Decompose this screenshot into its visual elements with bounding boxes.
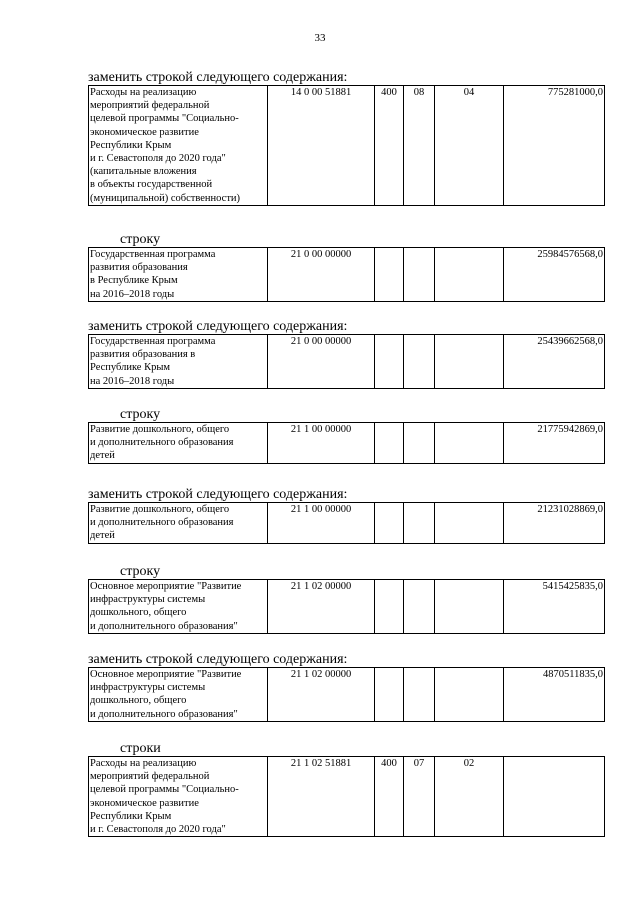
amendment-section: [88, 742, 598, 837]
section-code-cell: [404, 503, 435, 544]
expense-type-cell: [375, 580, 404, 634]
expense-name-line: и г. Севастополя до 2020 года": [90, 153, 226, 165]
amendment-heading: строку: [120, 407, 161, 422]
section-code-cell: [404, 423, 435, 464]
budget-row-table: [88, 334, 605, 389]
expense-name-line: инфраструктуры системы: [90, 594, 206, 606]
amendment-section: [88, 70, 603, 206]
table-row: [89, 248, 605, 302]
expense-name-line: (муниципальной) собственности): [90, 192, 241, 204]
section-code-cell: [404, 335, 435, 389]
table-row: [89, 335, 605, 389]
expense-name-line: и дополнительного образования: [90, 517, 234, 529]
amount-cell: 775281000,0: [504, 86, 605, 206]
expense-name-cell: [89, 248, 268, 302]
expense-name-line: Основное мероприятие "Развитие: [90, 669, 242, 680]
expense-name-line: Развитие дошкольного, общего: [90, 504, 230, 515]
amendment-heading: строку: [120, 564, 161, 579]
subsection-code-cell: [435, 335, 504, 389]
expense-name-line: развития образования: [90, 262, 188, 274]
expense-name-line: развития образования в: [90, 349, 196, 361]
expense-name-cell: [89, 757, 268, 837]
target-article-cell: 21 1 00 00000: [268, 423, 375, 464]
expense-name-line: и дополнительного образования": [90, 620, 238, 632]
expense-name-line: инфраструктуры системы: [90, 682, 206, 694]
expense-name-line: дошкольного, общего: [90, 607, 187, 619]
section-code-cell: 08: [404, 86, 435, 206]
expense-name-line: экономическое развитие: [90, 797, 199, 809]
amendment-heading: заменить строкой следующего содержания:: [88, 487, 348, 502]
budget-row-table: [88, 422, 605, 464]
section-code-cell: [404, 248, 435, 302]
budget-row-table: [88, 502, 605, 544]
expense-name-line: Государственная программа: [90, 336, 216, 347]
amendment-heading: строки: [120, 741, 161, 756]
expense-name-line: в объекты государственной: [90, 179, 213, 191]
expense-name-cell: [89, 668, 268, 722]
subsection-code-cell: [435, 503, 504, 544]
budget-row-table: [88, 667, 605, 722]
expense-name-line: в Республике Крым: [90, 275, 178, 287]
amount-cell: 21775942869,0: [504, 423, 605, 464]
subsection-code-cell: [435, 580, 504, 634]
target-article-cell: 21 1 02 51881: [268, 757, 375, 837]
amount-cell: [504, 757, 605, 837]
expense-name-line: целевой программы "Социально-: [90, 113, 239, 125]
amendment-section: [88, 564, 603, 634]
expense-name-cell: [89, 503, 268, 544]
target-article-cell: 21 1 00 00000: [268, 503, 375, 544]
expense-name-line: целевой программы "Социально-: [90, 784, 239, 796]
expense-name-line: и дополнительного образования: [90, 437, 234, 449]
expense-name-line: Республики Крым: [90, 810, 172, 822]
target-article-cell: 21 1 02 00000: [268, 580, 375, 634]
target-article-cell: 21 1 02 00000: [268, 668, 375, 722]
expense-type-cell: [375, 423, 404, 464]
expense-name-line: на 2016–2018 годы: [90, 375, 175, 387]
expense-name-line: Основное мероприятие "Развитие: [90, 581, 242, 592]
expense-name-line: и г. Севастополя до 2020 года": [90, 824, 226, 836]
target-article-cell: 21 0 00 00000: [268, 248, 375, 302]
expense-name-line: на 2016–2018 годы: [90, 288, 175, 300]
table-row: [89, 668, 605, 722]
page-number: 33: [314, 32, 326, 44]
expense-name-line: (капитальные вложения: [90, 166, 197, 178]
expense-name-line: экономическое развитие: [90, 126, 199, 138]
expense-name-line: Республике Крым: [90, 362, 171, 374]
expense-name-line: дошкольного, общего: [90, 695, 187, 707]
expense-name-line: Республики Крым: [90, 139, 172, 151]
table-row: [89, 580, 605, 634]
table-row: [89, 757, 605, 837]
expense-name-cell: [89, 580, 268, 634]
subsection-code-cell: [435, 668, 504, 722]
expense-name-line: Расходы на реализацию: [90, 87, 197, 98]
expense-name-line: Развитие дошкольного, общего: [90, 424, 230, 435]
section-code-cell: [404, 580, 435, 634]
expense-type-cell: [375, 335, 404, 389]
expense-name-line: Государственная программа: [90, 249, 216, 260]
amendment-section: [88, 487, 603, 544]
section-code-cell: [404, 668, 435, 722]
subsection-code-cell: [435, 248, 504, 302]
budget-row-table: [88, 247, 605, 302]
amendment-section: [88, 319, 603, 389]
amendment-heading: строку: [120, 232, 161, 247]
target-article-cell: 14 0 00 51881: [268, 86, 375, 206]
expense-type-cell: 400: [375, 86, 404, 206]
table-row: [89, 423, 605, 464]
expense-name-line: детей: [90, 450, 115, 462]
expense-name-line: Расходы на реализацию: [90, 758, 197, 769]
expense-name-line: детей: [90, 530, 115, 542]
subsection-code-cell: [435, 423, 504, 464]
expense-name-cell: [89, 335, 268, 389]
table-row: [89, 86, 605, 206]
expense-type-cell: [375, 248, 404, 302]
section-code-cell: 07: [404, 757, 435, 837]
table-row: [89, 503, 605, 544]
expense-type-cell: 400: [375, 757, 404, 837]
subsection-code-cell: 04: [435, 86, 504, 206]
expense-name-line: мероприятий федеральной: [90, 771, 210, 783]
amount-cell: 4870511835,0: [504, 668, 605, 722]
amendment-heading: заменить строкой следующего содержания:: [88, 70, 348, 85]
expense-name-cell: [89, 86, 268, 206]
subsection-code-cell: 02: [435, 757, 504, 837]
amendment-section: [88, 232, 603, 302]
expense-type-cell: [375, 503, 404, 544]
amendment-section: [88, 407, 603, 464]
expense-name-line: и дополнительного образования": [90, 708, 238, 720]
budget-row-table: [88, 756, 605, 837]
expense-name-cell: [89, 423, 268, 464]
amount-cell: 25984576568,0: [504, 248, 605, 302]
expense-name-line: мероприятий федеральной: [90, 100, 210, 112]
amendment-heading: заменить строкой следующего содержания:: [88, 652, 348, 667]
amendment-heading: заменить строкой следующего содержания:: [88, 319, 348, 334]
amount-cell: 21231028869,0: [504, 503, 605, 544]
amendment-section: [88, 652, 603, 722]
amount-cell: 5415425835,0: [504, 580, 605, 634]
budget-row-table: [88, 579, 605, 634]
expense-type-cell: [375, 668, 404, 722]
budget-row-table: [88, 85, 605, 206]
target-article-cell: 21 0 00 00000: [268, 335, 375, 389]
amount-cell: 25439662568,0: [504, 335, 605, 389]
